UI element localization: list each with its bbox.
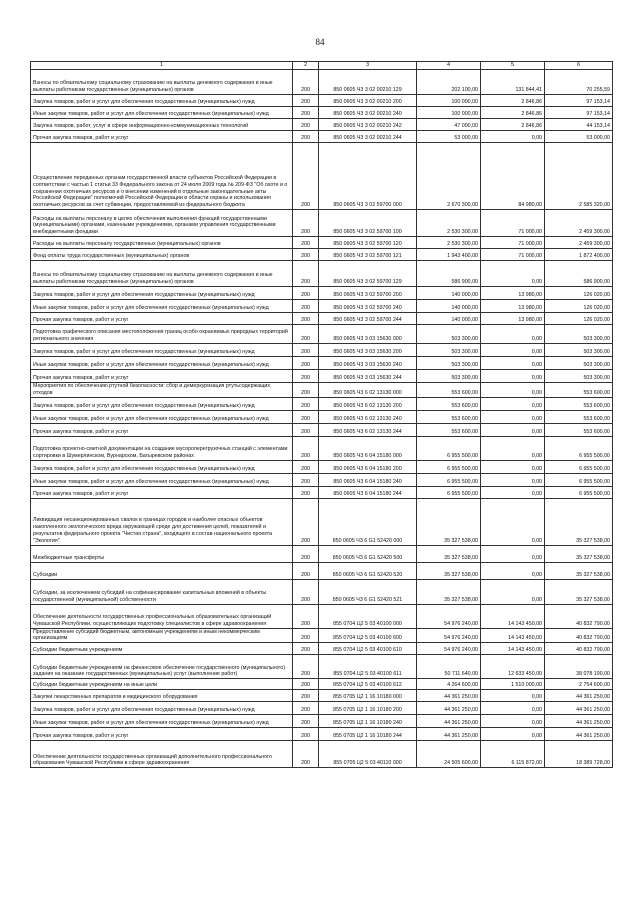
name-cell: Субсидии бюджетным учреждениям: [31, 643, 293, 655]
remaining-amount-cell: 53 000,00: [545, 131, 613, 143]
remaining-amount-cell: 503 300,00: [545, 344, 613, 357]
executed-amount-cell: 84 980,00: [481, 143, 545, 210]
name-cell: Расходы на выплаты персоналу государственных (муниципальных) органов: [31, 237, 293, 249]
executed-amount-cell: 0,00: [481, 397, 545, 410]
name-cell: Ликвидация несанкционированных свалок в границах городов и наиболее опасных объектов накопленного экологического вреда окружающей среде для достижения целей, показателей и результатов федерального проекта "Чистая страна", входящего в состав национального проекта "Экология": [31, 498, 293, 545]
line-code-cell: 200: [293, 604, 319, 628]
approved-amount-cell: 100 000,00: [417, 107, 481, 119]
column-header: 3: [319, 62, 417, 70]
remaining-amount-cell: 35 327 538,00: [545, 562, 613, 579]
budget-code-cell: 850 0605 Ч3 3 02 00210 129: [319, 70, 417, 95]
remaining-amount-cell: 44 361 250,00: [545, 715, 613, 728]
executed-amount-cell: 0,00: [481, 383, 545, 398]
budget-code-cell: 850 0605 Ч3 3 02 59700 120: [319, 237, 417, 249]
remaining-amount-cell: 503 300,00: [545, 357, 613, 370]
name-cell: Иные закупки товаров, работ и услуг для обеспечения государственных (муниципальных) нужд: [31, 357, 293, 370]
executed-amount-cell: 0,00: [481, 460, 545, 473]
line-code-cell: 200: [293, 562, 319, 579]
remaining-amount-cell: 35 327 538,00: [545, 498, 613, 545]
executed-amount-cell: 0,00: [481, 261, 545, 287]
approved-amount-cell: 6 955 500,00: [417, 436, 481, 460]
approved-amount-cell: 100 000,00: [417, 95, 481, 107]
name-cell: Иные закупки товаров, работ и услуг для обеспечения государственных (муниципальных) нужд: [31, 473, 293, 486]
table-row: [31, 628, 613, 643]
budget-code-cell: 850 0605 Ч3 3 02 59700 240: [319, 300, 417, 313]
budget-code-cell: 850 0605 Ч3 3 02 00210 240: [319, 107, 417, 119]
table-row: [31, 325, 613, 344]
budget-code-cell: 850 0605 Ч3 3 02 00210 200: [319, 95, 417, 107]
executed-amount-cell: 12 633 450,00: [481, 655, 545, 679]
budget-code-cell: 850 0605 Ч3 6 G1 52420 000: [319, 498, 417, 545]
remaining-amount-cell: 6 955 500,00: [545, 486, 613, 498]
table-row: [31, 473, 613, 486]
column-header: 6: [545, 62, 613, 70]
executed-amount-cell: 0,00: [481, 370, 545, 383]
executed-amount-cell: 0,00: [481, 702, 545, 715]
remaining-amount-cell: 70 255,59: [545, 70, 613, 95]
remaining-amount-cell: 553 600,00: [545, 383, 613, 398]
executed-amount-cell: 2 846,86: [481, 119, 545, 131]
executed-amount-cell: 14 143 450,00: [481, 604, 545, 628]
name-cell: Фонд оплаты труда государственных (муниципальных) органов: [31, 249, 293, 261]
table-row: [31, 741, 613, 768]
table-row: [31, 370, 613, 383]
table-row: [31, 237, 613, 249]
approved-amount-cell: 140 000,00: [417, 287, 481, 300]
budget-code-cell: 855 0705 Ц2 1 16 10180 200: [319, 702, 417, 715]
executed-amount-cell: 0,00: [481, 423, 545, 436]
table-row: [31, 655, 613, 679]
executed-amount-cell: 71 000,00: [481, 237, 545, 249]
approved-amount-cell: 54 976 240,00: [417, 643, 481, 655]
table-row: [31, 702, 613, 715]
line-code-cell: 200: [293, 357, 319, 370]
name-cell: Мероприятия по обеспечению ртутной безопасности: сбор и демеркуризация ртутьсодержащих отходов: [31, 383, 293, 398]
executed-amount-cell: 0,00: [481, 357, 545, 370]
name-cell: Субсидии бюджетным учреждениям на иные цели: [31, 679, 293, 690]
budget-code-cell: 855 0704 Ц2 5 03 40100 612: [319, 679, 417, 690]
remaining-amount-cell: 44 153,14: [545, 119, 613, 131]
page-number: 84: [315, 37, 325, 47]
line-code-cell: 200: [293, 383, 319, 398]
executed-amount-cell: 1 510 000,00: [481, 679, 545, 690]
name-cell: Закупка товаров, работ, услуг в сфере информационно-коммуникационных технологий: [31, 119, 293, 131]
budget-code-cell: 850 0605 Ч3 6 04 15180 240: [319, 473, 417, 486]
executed-amount-cell: 0,00: [481, 690, 545, 702]
budget-code-cell: 850 0605 Ч3 6 02 13130 244: [319, 423, 417, 436]
name-cell: Закупка товаров, работ и услуг для обеспечения государственных (муниципальных) нужд: [31, 397, 293, 410]
executed-amount-cell: 14 143 450,00: [481, 628, 545, 643]
remaining-amount-cell: 35 327 538,00: [545, 545, 613, 562]
line-code-cell: 200: [293, 702, 319, 715]
approved-amount-cell: 202 100,00: [417, 70, 481, 95]
approved-amount-cell: 50 711 640,00: [417, 655, 481, 679]
table-row: [31, 460, 613, 473]
remaining-amount-cell: 2 459 300,00: [545, 210, 613, 237]
table-row: [31, 604, 613, 628]
executed-amount-cell: 0,00: [481, 325, 545, 344]
budget-code-cell: 855 0705 Ц2 1 16 10180 244: [319, 728, 417, 741]
budget-code-cell: 850 0605 Ч3 3 02 59700 129: [319, 261, 417, 287]
name-cell: Взносы по обязательному социальному страхованию на выплаты денежного содержания и иные выплаты работникам государственных (муниципальных) органов: [31, 261, 293, 287]
table-row: [31, 249, 613, 261]
table-row: [31, 579, 613, 604]
executed-amount-cell: 13 980,00: [481, 287, 545, 300]
approved-amount-cell: 140 000,00: [417, 300, 481, 313]
table-row: [31, 210, 613, 237]
executed-amount-cell: 0,00: [481, 715, 545, 728]
budget-code-cell: 850 0605 Ч3 3 03 15630 240: [319, 357, 417, 370]
line-code-cell: 200: [293, 287, 319, 300]
column-header: 4: [417, 62, 481, 70]
budget-code-cell: 850 0605 Ч3 6 02 13130 240: [319, 410, 417, 423]
line-code-cell: 200: [293, 210, 319, 237]
name-cell: Прочая закупка товаров, работ и услуг: [31, 370, 293, 383]
table-row: [31, 423, 613, 436]
table-row: [31, 728, 613, 741]
remaining-amount-cell: 586 900,00: [545, 261, 613, 287]
name-cell: Прочая закупка товаров, работ и услуг: [31, 423, 293, 436]
table-row: [31, 383, 613, 398]
name-cell: Осуществление переданных органам государственной власти субъектов Российской Федерации в соответствии с частью 1 статьи 33 Федерального закона от 24 июля 2009 года № 209-ФЗ "Об охоте и о сохранении охотничьих ресурсов и о внесении изменений в отдельные законодательные акты Российской Федерации" полномочий Российской Федерации в области охраны и использования охотничьих ресурсов за счет субвенции, предоставляемой из федерального бюджета: [31, 143, 293, 210]
name-cell: Расходы на выплаты персоналу в целях обеспечения выполнения функций государственными (муниципальными) органами, казенными учреждениями, органами управления государственными внебюджетными фондами: [31, 210, 293, 237]
budget-code-cell: 850 0605 Ч3 3 02 00210 244: [319, 131, 417, 143]
name-cell: Закупка товаров, работ и услуг для обеспечения государственных (муниципальных) нужд: [31, 95, 293, 107]
line-code-cell: 200: [293, 473, 319, 486]
remaining-amount-cell: 2 754 600,00: [545, 679, 613, 690]
budget-code-cell: 855 0704 Ц2 5 03 40100 610: [319, 643, 417, 655]
executed-amount-cell: 131 844,41: [481, 70, 545, 95]
approved-amount-cell: 4 264 600,00: [417, 679, 481, 690]
remaining-amount-cell: 126 020,00: [545, 287, 613, 300]
table-row: [31, 131, 613, 143]
remaining-amount-cell: 126 020,00: [545, 300, 613, 313]
line-code-cell: 200: [293, 119, 319, 131]
name-cell: Межбюджетные трансферты: [31, 545, 293, 562]
line-code-cell: 200: [293, 690, 319, 702]
line-code-cell: 200: [293, 460, 319, 473]
executed-amount-cell: 2 846,86: [481, 95, 545, 107]
approved-amount-cell: 586 900,00: [417, 261, 481, 287]
line-code-cell: 200: [293, 643, 319, 655]
line-code-cell: 200: [293, 325, 319, 344]
budget-code-cell: 855 0704 Ц2 5 03 40100 600: [319, 628, 417, 643]
budget-code-cell: 850 0605 Ч3 3 02 59700 244: [319, 313, 417, 325]
table-row: [31, 643, 613, 655]
name-cell: Взносы по обязательному социальному страхованию на выплаты денежного содержания и иные выплаты работникам государственных (муниципальных) органов: [31, 70, 293, 95]
executed-amount-cell: 2 846,86: [481, 107, 545, 119]
executed-amount-cell: 6 115 872,00: [481, 741, 545, 768]
remaining-amount-cell: 126 020,00: [545, 313, 613, 325]
table-row: [31, 313, 613, 325]
name-cell: Закупки лекарственных препаратов и медицинского оборудования: [31, 690, 293, 702]
executed-amount-cell: 13 980,00: [481, 300, 545, 313]
budget-code-cell: 850 0605 Ч3 6 04 15180 244: [319, 486, 417, 498]
table-row: [31, 679, 613, 690]
name-cell: Субсидии бюджетным учреждениям на финансовое обеспечение государственного (муниципального) задания на оказание государственных (муниципальных) услуг (выполнение работ): [31, 655, 293, 679]
approved-amount-cell: 35 327 538,00: [417, 562, 481, 579]
approved-amount-cell: 553 600,00: [417, 410, 481, 423]
line-code-cell: 200: [293, 107, 319, 119]
approved-amount-cell: 24 505 600,00: [417, 741, 481, 768]
line-code-cell: 200: [293, 95, 319, 107]
remaining-amount-cell: 6 955 500,00: [545, 473, 613, 486]
line-code-cell: 200: [293, 728, 319, 741]
executed-amount-cell: 13 980,00: [481, 313, 545, 325]
remaining-amount-cell: 44 361 250,00: [545, 728, 613, 741]
approved-amount-cell: 47 000,00: [417, 119, 481, 131]
table-row: [31, 498, 613, 545]
budget-code-cell: 850 0605 Ч3 3 02 59700 200: [319, 287, 417, 300]
line-code-cell: 200: [293, 300, 319, 313]
line-code-cell: 200: [293, 655, 319, 679]
approved-amount-cell: 2 530 300,00: [417, 210, 481, 237]
approved-amount-cell: 553 600,00: [417, 383, 481, 398]
line-code-cell: 200: [293, 249, 319, 261]
line-code-cell: 200: [293, 344, 319, 357]
approved-amount-cell: 2 530 300,00: [417, 237, 481, 249]
remaining-amount-cell: 553 600,00: [545, 410, 613, 423]
budget-code-cell: 850 0605 Ч3 6 G1 52420 500: [319, 545, 417, 562]
remaining-amount-cell: 35 327 538,00: [545, 579, 613, 604]
name-cell: Иные закупки товаров, работ и услуг для обеспечения государственных (муниципальных) нужд: [31, 107, 293, 119]
remaining-amount-cell: 553 600,00: [545, 397, 613, 410]
name-cell: Обеспечение деятельности государственных организаций дополнительного профессионального образования Чувашской Республики в сфере здравоохранения: [31, 741, 293, 768]
budget-code-cell: 850 0605 Ч3 3 03 15630 000: [319, 325, 417, 344]
table-row: [31, 300, 613, 313]
executed-amount-cell: 0,00: [481, 498, 545, 545]
table-row: [31, 715, 613, 728]
name-cell: Субсидии: [31, 562, 293, 579]
name-cell: Закупка товаров, работ и услуг для обеспечения государственных (муниципальных) нужд: [31, 702, 293, 715]
approved-amount-cell: 140 000,00: [417, 313, 481, 325]
line-code-cell: 200: [293, 410, 319, 423]
remaining-amount-cell: 18 389 728,00: [545, 741, 613, 768]
name-cell: Прочая закупка товаров, работ и услуг: [31, 728, 293, 741]
executed-amount-cell: 0,00: [481, 131, 545, 143]
table-row: [31, 287, 613, 300]
line-code-cell: 200: [293, 545, 319, 562]
approved-amount-cell: 503 300,00: [417, 325, 481, 344]
table-row: [31, 397, 613, 410]
budget-code-cell: 855 0705 Ц2 5 03 40110 000: [319, 741, 417, 768]
remaining-amount-cell: 1 872 400,00: [545, 249, 613, 261]
name-cell: Субсидии, за исключением субсидий на софинансирование капитальных вложений в объекты государственной (муниципальной) собственности: [31, 579, 293, 604]
table-row: [31, 562, 613, 579]
table-row: [31, 344, 613, 357]
budget-code-cell: 850 0605 Ч3 6 04 15180 000: [319, 436, 417, 460]
approved-amount-cell: 44 361 250,00: [417, 690, 481, 702]
column-header: 5: [481, 62, 545, 70]
table-row: [31, 143, 613, 210]
approved-amount-cell: 553 600,00: [417, 397, 481, 410]
approved-amount-cell: 54 976 240,00: [417, 628, 481, 643]
line-code-cell: 200: [293, 436, 319, 460]
table-row: [31, 357, 613, 370]
executed-amount-cell: 71 000,00: [481, 210, 545, 237]
remaining-amount-cell: 40 832 790,00: [545, 628, 613, 643]
table-row: [31, 119, 613, 131]
budget-code-cell: 850 0605 Ч3 3 03 15630 200: [319, 344, 417, 357]
executed-amount-cell: 0,00: [481, 545, 545, 562]
executed-amount-cell: 71 000,00: [481, 249, 545, 261]
name-cell: Иные закупки товаров, работ и услуг для обеспечения государственных (муниципальных) нужд: [31, 410, 293, 423]
name-cell: Подготовка графического описания местоположения границ особо охраняемых природных территорий регионального значения: [31, 325, 293, 344]
executed-amount-cell: 0,00: [481, 486, 545, 498]
table-header-row: [31, 62, 613, 70]
line-code-cell: 200: [293, 261, 319, 287]
approved-amount-cell: 44 361 250,00: [417, 702, 481, 715]
remaining-amount-cell: 40 832 790,00: [545, 643, 613, 655]
executed-amount-cell: 0,00: [481, 473, 545, 486]
name-cell: Прочая закупка товаров, работ и услуг: [31, 486, 293, 498]
approved-amount-cell: 53 000,00: [417, 131, 481, 143]
approved-amount-cell: 44 361 250,00: [417, 715, 481, 728]
line-code-cell: 200: [293, 423, 319, 436]
budget-code-cell: 850 0605 Ч3 6 04 15180 200: [319, 460, 417, 473]
line-code-cell: 200: [293, 498, 319, 545]
remaining-amount-cell: 6 955 500,00: [545, 460, 613, 473]
line-code-cell: 200: [293, 313, 319, 325]
budget-code-cell: 850 0605 Ч3 3 02 00210 242: [319, 119, 417, 131]
table-row: [31, 436, 613, 460]
approved-amount-cell: 35 327 538,00: [417, 498, 481, 545]
approved-amount-cell: 1 943 400,00: [417, 249, 481, 261]
approved-amount-cell: 6 955 500,00: [417, 460, 481, 473]
name-cell: Закупка товаров, работ и услуг для обеспечения государственных (муниципальных) нужд: [31, 344, 293, 357]
name-cell: Иные закупки товаров, работ и услуг для обеспечения государственных (муниципальных) нужд: [31, 300, 293, 313]
line-code-cell: 200: [293, 70, 319, 95]
table-row: [31, 545, 613, 562]
approved-amount-cell: 35 327 538,00: [417, 545, 481, 562]
name-cell: Прочая закупка товаров, работ и услуг: [31, 313, 293, 325]
budget-code-cell: 850 0605 Ч3 3 02 59700 121: [319, 249, 417, 261]
approved-amount-cell: 6 955 500,00: [417, 486, 481, 498]
approved-amount-cell: 35 327 538,00: [417, 579, 481, 604]
name-cell: Закупка товаров, работ и услуг для обеспечения государственных (муниципальных) нужд: [31, 460, 293, 473]
line-code-cell: 200: [293, 628, 319, 643]
remaining-amount-cell: 503 300,00: [545, 370, 613, 383]
column-header: 2: [293, 62, 319, 70]
remaining-amount-cell: 2 585 320,00: [545, 143, 613, 210]
line-code-cell: 200: [293, 679, 319, 690]
line-code-cell: 200: [293, 579, 319, 604]
remaining-amount-cell: 38 078 190,00: [545, 655, 613, 679]
budget-code-cell: 855 0705 Ц2 1 16 10180 000: [319, 690, 417, 702]
executed-amount-cell: 0,00: [481, 562, 545, 579]
budget-code-cell: 850 0605 Ч3 3 02 59700 000: [319, 143, 417, 210]
approved-amount-cell: 44 361 250,00: [417, 728, 481, 741]
budget-code-cell: 850 0605 Ч3 6 G1 52420 520: [319, 562, 417, 579]
line-code-cell: 200: [293, 741, 319, 768]
column-header: 1: [31, 62, 293, 70]
executed-amount-cell: 0,00: [481, 728, 545, 741]
name-cell: Предоставление субсидий бюджетным, автономным учреждениям и иным некоммерческим организациям: [31, 628, 293, 643]
executed-amount-cell: 0,00: [481, 410, 545, 423]
remaining-amount-cell: 6 955 500,00: [545, 436, 613, 460]
approved-amount-cell: 54 976 240,00: [417, 604, 481, 628]
remaining-amount-cell: 97 153,14: [545, 95, 613, 107]
budget-code-cell: 850 0605 Ч3 3 03 15630 244: [319, 370, 417, 383]
executed-amount-cell: 14 143 450,00: [481, 643, 545, 655]
budget-code-cell: 855 0704 Ц2 5 03 40100 611: [319, 655, 417, 679]
approved-amount-cell: 503 300,00: [417, 357, 481, 370]
budget-code-cell: 855 0705 Ц2 1 16 10180 240: [319, 715, 417, 728]
budget-code-cell: 850 0605 Ч3 6 G1 52420 521: [319, 579, 417, 604]
line-code-cell: 200: [293, 715, 319, 728]
approved-amount-cell: 503 300,00: [417, 370, 481, 383]
remaining-amount-cell: 40 832 790,00: [545, 604, 613, 628]
line-code-cell: 200: [293, 237, 319, 249]
executed-amount-cell: 0,00: [481, 436, 545, 460]
budget-code-cell: 850 0605 Ч3 3 02 59700 100: [319, 210, 417, 237]
executed-amount-cell: 0,00: [481, 344, 545, 357]
remaining-amount-cell: 503 300,00: [545, 325, 613, 344]
name-cell: Иные закупки товаров, работ и услуг для обеспечения государственных (муниципальных) нужд: [31, 715, 293, 728]
table-row: [31, 690, 613, 702]
remaining-amount-cell: 44 361 250,00: [545, 690, 613, 702]
approved-amount-cell: 2 670 300,00: [417, 143, 481, 210]
remaining-amount-cell: 553 600,00: [545, 423, 613, 436]
budget-code-cell: 850 0605 Ч3 6 02 13130 000: [319, 383, 417, 398]
table-row: [31, 486, 613, 498]
approved-amount-cell: 6 955 500,00: [417, 473, 481, 486]
budget-execution-table: [30, 61, 613, 768]
line-code-cell: 200: [293, 131, 319, 143]
remaining-amount-cell: 44 361 250,00: [545, 702, 613, 715]
name-cell: Прочая закупка товаров, работ и услуг: [31, 131, 293, 143]
table-row: [31, 261, 613, 287]
table-row: [31, 410, 613, 423]
approved-amount-cell: 503 300,00: [417, 344, 481, 357]
table-row: [31, 70, 613, 95]
line-code-cell: 200: [293, 143, 319, 210]
budget-code-cell: 850 0605 Ч3 6 02 13130 200: [319, 397, 417, 410]
line-code-cell: 200: [293, 486, 319, 498]
remaining-amount-cell: 97 153,14: [545, 107, 613, 119]
table-row: [31, 107, 613, 119]
table-row: [31, 95, 613, 107]
name-cell: Обеспечение деятельности государственных профессиональных образовательных организаций Чувашской Республики, осуществляющих подготовку специалистов в сфере здравоохранения: [31, 604, 293, 628]
approved-amount-cell: 553 600,00: [417, 423, 481, 436]
name-cell: Закупка товаров, работ и услуг для обеспечения государственных (муниципальных) нужд: [31, 287, 293, 300]
executed-amount-cell: 0,00: [481, 579, 545, 604]
budget-code-cell: 855 0704 Ц2 5 03 40100 000: [319, 604, 417, 628]
line-code-cell: 200: [293, 397, 319, 410]
line-code-cell: 200: [293, 370, 319, 383]
remaining-amount-cell: 2 459 300,00: [545, 237, 613, 249]
name-cell: Подготовка проектно-сметной документации на создание мусороперегрузочных станций с элементами сортировки в Шумерлинском, Вурнарском, Батыревском районах: [31, 436, 293, 460]
